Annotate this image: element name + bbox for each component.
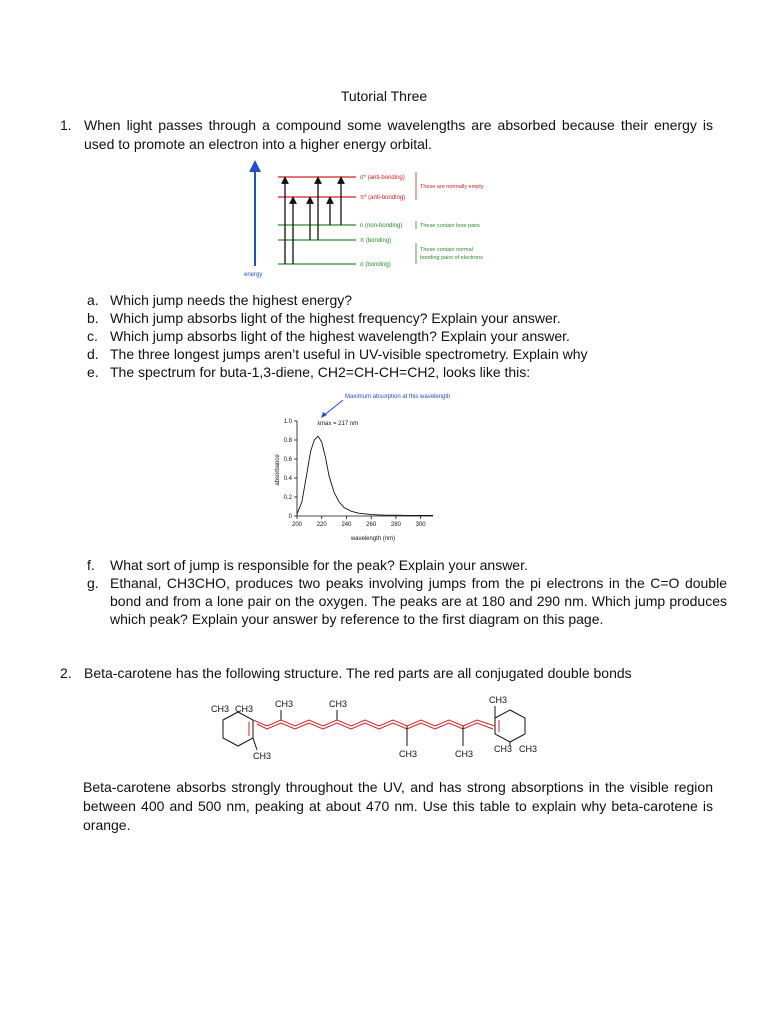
subquestion xyxy=(87,327,727,345)
level-label-n: n (non-bonding) xyxy=(360,223,403,229)
question-text: Beta-carotene has the following structure. The red parts are all conjugated double bonds xyxy=(84,665,632,681)
subquestion-label: e. xyxy=(87,364,99,380)
y-tick-label: 0.8 xyxy=(283,438,292,444)
y-tick-label: 0.6 xyxy=(283,457,292,463)
subquestion xyxy=(87,574,727,628)
subquestion xyxy=(87,556,727,574)
subquestion-label: c. xyxy=(87,328,98,344)
note-lone-pairs: These contain lone pairs xyxy=(420,223,480,229)
y-tick-label: 1.0 xyxy=(283,419,292,425)
ch3-label: CH3 xyxy=(211,704,230,714)
ch3-label: CH3 xyxy=(455,749,474,759)
page-title: Tutorial Three xyxy=(340,88,428,104)
x-tick-label: 260 xyxy=(366,522,377,528)
x-tick-label: 300 xyxy=(415,522,426,528)
subquestion-text: Which jump absorbs light of the highest frequency? Explain your answer. xyxy=(110,310,561,326)
absorbance-curve xyxy=(297,436,433,515)
y-axis-label: absorbance xyxy=(275,454,281,486)
subquestion-text: The spectrum for buta-1,3-diene, CH2=CH-CH=CH2, looks like this: xyxy=(110,364,531,380)
subquestion-text: Ethanal, CH3CHO, produces two peaks involving jumps from the pi electrons in the C=O double bond and from a lone pair on the oxygen. The peaks are at 180 and 290 nm. Which jump produces which peak? Explain your answer by reference to the first diagram on this page. xyxy=(110,575,727,627)
x-tick-label: 200 xyxy=(291,522,303,528)
beta-carotene-structure xyxy=(205,694,550,766)
uv-spectrum-chart xyxy=(265,385,480,545)
note-bonding-1: These contain normal xyxy=(420,247,473,253)
subquestion-label: d. xyxy=(87,346,99,362)
ch3-label: CH3 xyxy=(489,695,508,705)
subquestion-list-2 xyxy=(87,556,727,628)
ch3-label: CH3 xyxy=(494,744,513,754)
conjugated-chain xyxy=(253,720,495,726)
subquestion-label: b. xyxy=(87,310,99,326)
subquestion xyxy=(87,309,727,327)
y-tick-label: 0.4 xyxy=(283,476,292,482)
subquestion-text: Which jump absorbs light of the highest wavelength? Explain your answer. xyxy=(110,328,570,344)
subquestion xyxy=(87,363,727,381)
subquestion xyxy=(87,345,727,363)
chart-annotation: Maximum absorption at this wavelength xyxy=(345,394,451,400)
energy-level-diagram xyxy=(238,160,518,282)
x-axis-label: wavelength (nm) xyxy=(350,536,396,542)
ch3-label: CH3 xyxy=(235,704,254,714)
level-label-sigma: σ (bonding) xyxy=(360,262,391,268)
question-2 xyxy=(60,664,713,683)
subquestion-label: f. xyxy=(87,557,95,573)
subquestion-text: Which jump needs the highest energy? xyxy=(110,292,353,308)
y-tick-label: 0 xyxy=(288,514,292,520)
question-text: When light passes through a compound some wavelengths are absorbed because their energy is used to promote an electron into a higher energy orbital. xyxy=(84,117,713,152)
question-number: 1. xyxy=(60,117,72,133)
level-label-pi: π (bonding) xyxy=(360,238,392,244)
x-tick-label: 240 xyxy=(341,522,352,528)
ch3-label: CH3 xyxy=(399,749,418,759)
lambda-max-label: λmax = 217 nm xyxy=(317,421,359,427)
x-tick-label: 280 xyxy=(390,522,401,528)
question-2-paragraph: Beta-carotene absorbs strongly throughout the UV, and has strong absorptions in the visible region between 400 and 500 nm, peaking at about 470 nm. Use this table to explain why beta-carotene is orange. xyxy=(83,779,713,833)
ch3-label: CH3 xyxy=(253,751,272,761)
question-1 xyxy=(60,116,713,154)
subquestion-label: a. xyxy=(87,292,99,308)
subquestion-text: The three longest jumps aren’t useful in UV-visible spectrometry. Explain why xyxy=(110,346,588,362)
subquestion xyxy=(87,291,727,309)
level-label-pi-star: π* (anti-bonding) xyxy=(360,195,406,201)
question-number: 2. xyxy=(60,665,72,681)
annotation-arrow xyxy=(323,400,343,416)
subquestion-text: What sort of jump is responsible for the peak? Explain your answer. xyxy=(110,557,528,573)
note-bonding-2: bonding pairs of electrons xyxy=(420,255,483,261)
level-label-sigma-star: σ* (anti-bonding) xyxy=(360,175,405,181)
x-tick-label: 220 xyxy=(316,522,327,528)
energy-axis-label: energy xyxy=(244,272,263,278)
ch3-label: CH3 xyxy=(329,699,348,709)
subquestion-label: g. xyxy=(87,575,99,591)
note-empty: These are normally empty xyxy=(420,184,484,190)
y-tick-label: 0.2 xyxy=(283,495,292,501)
ch3-label: CH3 xyxy=(519,744,538,754)
subquestion-list-1 xyxy=(87,291,727,381)
ch3-label: CH3 xyxy=(275,699,294,709)
